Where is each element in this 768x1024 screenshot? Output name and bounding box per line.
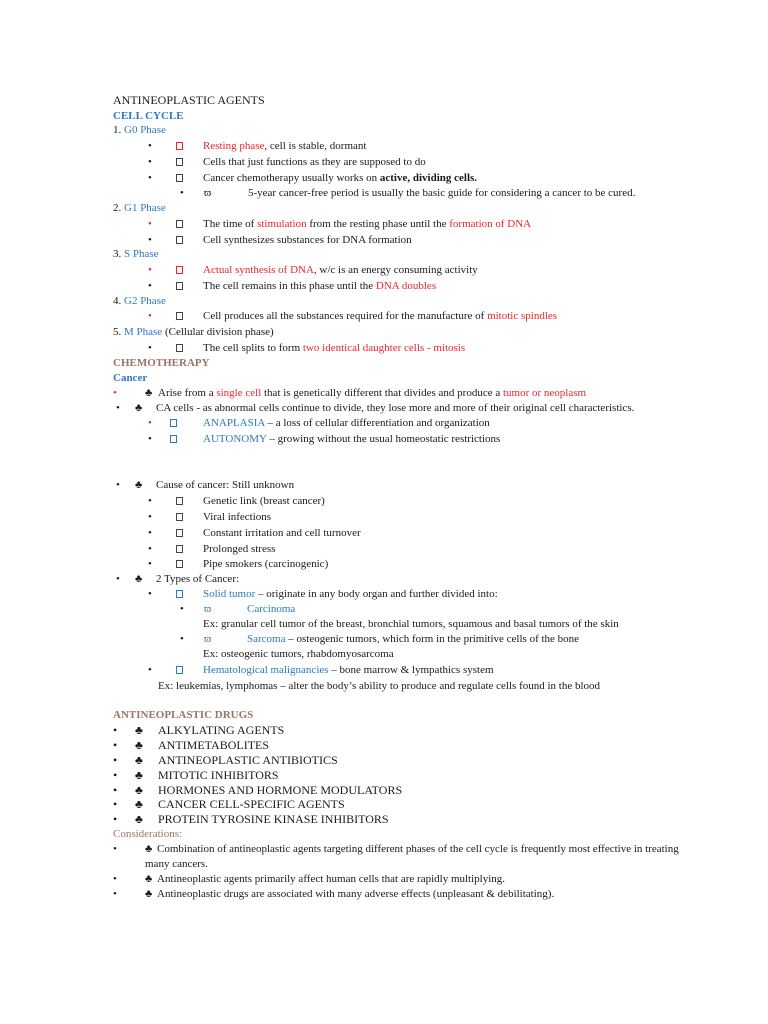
- bullet-icon: •: [116, 402, 120, 414]
- hema-desc: – bone marrow & lympathics system: [328, 664, 494, 676]
- g1-text-a: The time of: [203, 218, 258, 230]
- g1-text-c: from the resting phase until the: [306, 218, 450, 230]
- checkbox-icon: [176, 529, 183, 537]
- checkbox-icon: [176, 174, 183, 182]
- autonomy-text: AUTONOMY: [203, 433, 267, 445]
- cause-text-3: Constant irritation and cell turnover: [203, 527, 361, 539]
- m-phase-heading: [113, 326, 274, 339]
- m-suffix: (Cellular division phase): [162, 326, 274, 338]
- club-icon: ♣: [145, 888, 153, 900]
- single-cell-text: single cell: [216, 387, 262, 399]
- sarcoma-text: Sarcoma: [247, 633, 286, 645]
- carcinoma-text: Carcinoma: [247, 603, 296, 615]
- cause-text-2: Viral infections: [203, 511, 272, 523]
- club-icon: ♣: [135, 768, 143, 782]
- m-num: 5.: [113, 326, 122, 338]
- g0-phase-heading: [113, 124, 166, 137]
- bullet-icon: •: [148, 140, 152, 152]
- cell-cycle-heading: CELL CYCLE: [113, 110, 184, 122]
- drugs-heading: ANTINEOPLASTIC DRUGS: [113, 709, 254, 721]
- bullet-icon: •: [113, 753, 118, 767]
- checkbox-icon: [176, 266, 183, 274]
- s-phase-heading: [113, 248, 159, 261]
- bullet-icon: •: [148, 218, 152, 230]
- club-icon: ♣: [135, 723, 143, 737]
- cause-text-5: Pipe smokers (carcinogenic): [203, 558, 329, 570]
- club-icon: ♣: [145, 387, 153, 399]
- checkbox-icon: [170, 419, 177, 427]
- sarcoma-desc: – osteogenic tumors, which form in the primitive cells of the bone: [285, 633, 580, 645]
- club-icon: ♣: [135, 402, 143, 414]
- s-num: 3.: [113, 248, 122, 260]
- m-label: M Phase: [124, 326, 163, 338]
- hema-example: Ex: leukemias, lymphomas – alter the body’s ability to produce and regulate cells found in the blood: [158, 680, 601, 692]
- club-icon: ♣: [145, 873, 153, 885]
- checkbox-icon: [176, 590, 183, 598]
- stimulation-text: stimulation: [257, 218, 307, 230]
- bullet-icon: •: [148, 588, 152, 600]
- bullet-icon: •: [148, 558, 152, 570]
- consideration-text-2: Antineoplastic agents primarily affect human cells that are rapidly multiplying.: [157, 873, 506, 885]
- g2-label: G2 Phase: [124, 295, 166, 307]
- drug-name: ANTINEOPLASTIC ANTIBIOTICS: [158, 753, 338, 767]
- actual-synthesis-text: Actual synthesis of DNA: [203, 264, 314, 276]
- wing-icon: ϖ: [204, 633, 212, 645]
- bullet-icon: •: [148, 172, 152, 184]
- checkbox-icon: [170, 435, 177, 443]
- bullet-icon: •: [116, 573, 120, 585]
- resting-phase-text: Resting phase: [203, 140, 265, 152]
- bullet-icon: •: [113, 783, 118, 797]
- checkbox-icon: [176, 312, 183, 320]
- checkbox-icon: [176, 142, 183, 150]
- checkbox-icon: [176, 513, 183, 521]
- bullet-icon: •: [113, 768, 118, 782]
- carcinoma-example: Ex: granular cell tumor of the breast, bronchial tumors, squamous and basal tumors of the skin: [203, 618, 619, 630]
- drug-name: ALKYLATING AGENTS: [158, 723, 285, 737]
- cause-text-4: Prolonged stress: [203, 543, 276, 555]
- club-icon: ♣: [145, 843, 153, 855]
- mitotic-spindles-text: mitotic spindles: [487, 310, 558, 322]
- drug-name: CANCER CELL-SPECIFIC AGENTS: [158, 797, 345, 811]
- drug-name: MITOTIC INHIBITORS: [158, 768, 279, 782]
- bullet-icon: •: [148, 433, 152, 445]
- consideration-text-3: Antineoplastic drugs are associated with many adverse effects (unpleasant & debilitating).: [157, 888, 555, 900]
- club-icon: ♣: [135, 738, 143, 752]
- g0-item-1-text: , cell is stable, dormant: [264, 140, 367, 152]
- bullet-icon: •: [148, 280, 152, 292]
- bullet-icon: •: [148, 511, 152, 523]
- anaplasia-text: ANAPLASIA: [203, 417, 265, 429]
- bullet-icon: •: [113, 812, 118, 826]
- bullet-icon: •: [113, 888, 117, 900]
- bullet-icon: •: [148, 264, 152, 276]
- bullet-icon: •: [113, 723, 118, 737]
- checkbox-icon: [176, 282, 183, 290]
- solid-tumor-desc: – originate in any body organ and further divided into:: [255, 588, 498, 600]
- bullet-icon: •: [180, 633, 184, 645]
- bullet-icon: •: [148, 310, 152, 322]
- bullet-icon: •: [113, 797, 118, 811]
- bullet-icon: •: [148, 495, 152, 507]
- arise-text-c: that is genetically different that divides and produce a: [261, 387, 503, 399]
- g1-num: 2.: [113, 202, 122, 214]
- bullet-icon: •: [180, 603, 184, 615]
- cause-text-1: Genetic link (breast cancer): [203, 495, 325, 507]
- bullet-icon: •: [113, 387, 117, 399]
- sarcoma-example: Ex: osteogenic tumors, rhabdomyosarcoma: [203, 648, 394, 660]
- checkbox-icon: [176, 497, 183, 505]
- types-text: 2 Types of Cancer:: [156, 573, 240, 585]
- g0-item-2-text: Cells that just functions as they are supposed to do: [203, 156, 426, 168]
- considerations-heading: Considerations:: [113, 828, 183, 840]
- autonomy-desc: – growing without the usual homeostatic restrictions: [266, 433, 501, 445]
- cancer-heading: Cancer: [113, 372, 148, 384]
- consideration-continued: many cancers.: [145, 858, 208, 870]
- g1-phase-heading: [113, 202, 166, 215]
- wing-icon: ϖ: [204, 603, 212, 615]
- bullet-icon: •: [113, 873, 117, 885]
- g2-phase-heading: [113, 295, 166, 308]
- checkbox-icon: [176, 560, 183, 568]
- consideration-text-1: Combination of antineoplastic agents targeting different phases of the cell cycle is frequently most effective in treating: [157, 843, 679, 855]
- formation-of-dna-text: formation of DNA: [449, 218, 532, 230]
- cause-text: Cause of cancer: Still unknown: [156, 479, 295, 491]
- g1-label: G1 Phase: [124, 202, 166, 214]
- daughter-cells-text: two identical daughter cells - mitosis: [302, 342, 466, 354]
- club-icon: ♣: [135, 573, 143, 585]
- bullet-icon: •: [148, 156, 152, 168]
- bullet-icon: •: [148, 342, 152, 354]
- checkbox-icon: [176, 236, 183, 244]
- s-item-1-text: , w/c is an energy consuming activity: [313, 264, 478, 276]
- bullet-icon: •: [148, 417, 152, 429]
- wing-icon: ϖ: [204, 187, 212, 199]
- document-title: ANTINEOPLASTIC AGENTS: [113, 93, 265, 107]
- club-icon: ♣: [135, 479, 143, 491]
- bullet-icon: •: [113, 843, 117, 855]
- drug-name: HORMONES AND HORMONE MODULATORS: [158, 783, 403, 797]
- ca-cells-text: CA cells - as abnormal cells continue to divide, they lose more and more of their original cell characteristics.: [156, 402, 635, 414]
- checkbox-icon: [176, 158, 183, 166]
- arise-text-a: Arise from a: [158, 387, 217, 399]
- bullet-icon: •: [113, 738, 118, 752]
- club-icon: ♣: [135, 812, 143, 826]
- s-item-2-text: The cell remains in this phase until the: [203, 280, 376, 292]
- club-icon: ♣: [135, 783, 143, 797]
- m-item-1-text: The cell splits to form: [203, 342, 303, 354]
- checkbox-icon: [176, 344, 183, 352]
- g0-label: G0 Phase: [124, 124, 166, 136]
- g0-subitem-text: 5-year cancer-free period is usually the basic guide for considering a cancer to be cured.: [248, 187, 636, 199]
- chemotherapy-heading: CHEMOTHERAPY: [113, 357, 210, 369]
- g1-item-2-text: Cell synthesizes substances for DNA formation: [203, 234, 412, 246]
- active-dividing-text: active, dividing cells.: [379, 172, 478, 184]
- bullet-icon: •: [116, 479, 120, 491]
- club-icon: ♣: [135, 797, 143, 811]
- solid-tumor-text: Solid tumor: [203, 588, 256, 600]
- g0-num: 1.: [113, 124, 122, 136]
- bullet-icon: •: [148, 543, 152, 555]
- tumor-neoplasm-text: tumor or neoplasm: [502, 387, 587, 399]
- drug-name: ANTIMETABOLITES: [158, 738, 270, 752]
- g2-item-1-text: Cell produces all the substances required for the manufacture of: [203, 310, 488, 322]
- g2-num: 4.: [113, 295, 122, 307]
- bullet-icon: •: [148, 527, 152, 539]
- drug-name: PROTEIN TYROSINE KINASE INHIBITORS: [158, 812, 389, 826]
- g0-item-3-text: Cancer chemotherapy usually works on: [203, 172, 380, 184]
- bullet-icon: •: [148, 234, 152, 246]
- club-icon: ♣: [135, 753, 143, 767]
- bullet-icon: •: [148, 664, 152, 676]
- checkbox-icon: [176, 545, 183, 553]
- checkbox-icon: [176, 220, 183, 228]
- bullet-icon: •: [180, 187, 184, 199]
- anaplasia-desc: – a loss of cellular differentiation and organization: [264, 417, 490, 429]
- hema-text: Hematological malignancies: [203, 664, 329, 676]
- s-label: S Phase: [124, 248, 159, 260]
- dna-doubles-text: DNA doubles: [375, 280, 437, 292]
- checkbox-icon: [176, 666, 183, 674]
